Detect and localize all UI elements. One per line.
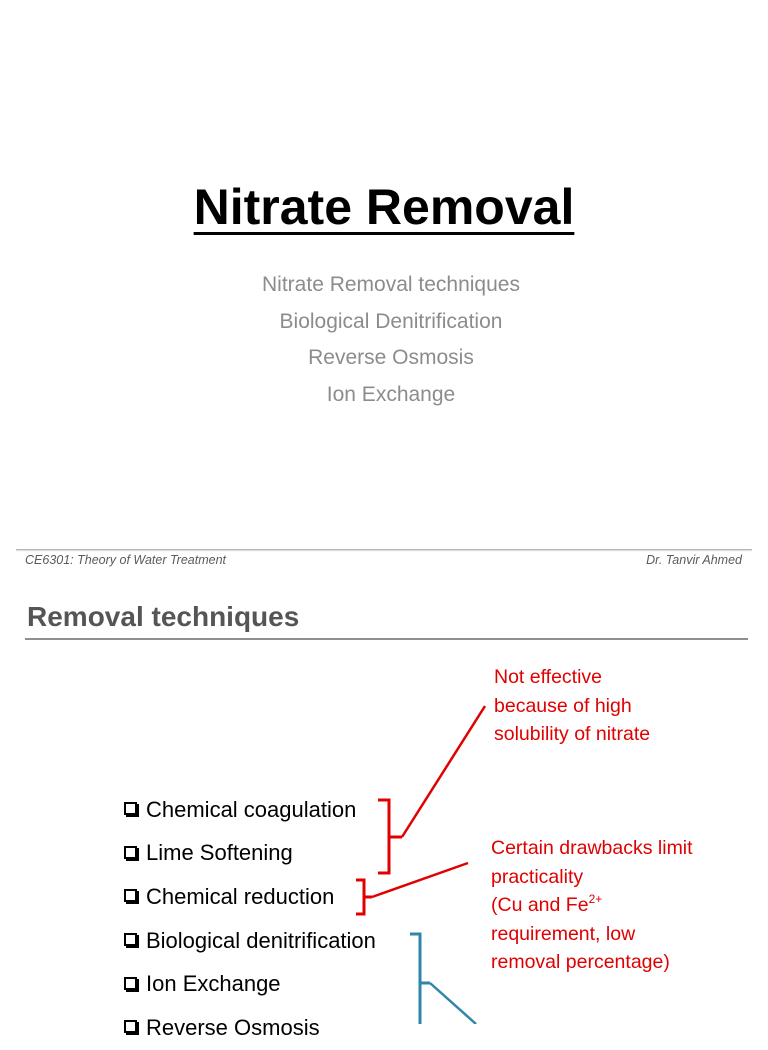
technique-list bbox=[124, 788, 376, 1050]
technique-label: Reverse Osmosis bbox=[146, 1014, 320, 1040]
technique-label: Chemical reduction bbox=[146, 883, 335, 909]
note-line: solubility of nitrate bbox=[494, 723, 651, 745]
technique-label: Lime Softening bbox=[146, 840, 293, 866]
note-line: practicality bbox=[491, 865, 584, 888]
list-item bbox=[124, 962, 376, 1006]
subtitle-item: Reverse Osmosis bbox=[308, 346, 474, 369]
subtitle-item: Nitrate Removal techniques bbox=[262, 273, 520, 296]
list-item bbox=[124, 919, 376, 963]
list-item bbox=[124, 1006, 376, 1050]
checkbox-icon bbox=[124, 846, 137, 859]
checkbox-icon bbox=[124, 933, 137, 946]
list-item bbox=[124, 832, 376, 876]
heading-underline bbox=[25, 638, 748, 640]
note-line: Certain drawbacks limit bbox=[491, 837, 693, 859]
pointer-line-red-bottom bbox=[372, 863, 468, 897]
pointer-line-teal bbox=[430, 983, 476, 1024]
technique-label: Ion Exchange bbox=[146, 971, 281, 997]
note-text: (Cu and Fe bbox=[491, 894, 589, 916]
note-line: removal percentage) bbox=[491, 951, 670, 973]
note-line: Not effective bbox=[494, 666, 603, 688]
section-heading: Removal techniques bbox=[27, 601, 300, 632]
footer-author: Dr. Tanvir Ahmed bbox=[646, 553, 742, 567]
note-line bbox=[491, 891, 693, 920]
technique-label: Biological denitrification bbox=[146, 927, 376, 953]
subtitle-item: Ion Exchange bbox=[326, 382, 456, 406]
note-drawbacks bbox=[491, 834, 693, 977]
superscript: 2+ bbox=[588, 892, 603, 906]
slide-divider bbox=[16, 549, 752, 550]
list-item bbox=[124, 875, 376, 919]
pointer-line-red-top bbox=[402, 706, 485, 837]
checkbox-icon bbox=[124, 889, 137, 902]
note-line: requirement, low bbox=[491, 922, 636, 945]
list-item bbox=[124, 788, 376, 832]
checkbox-icon bbox=[124, 1020, 137, 1033]
bracket-teal bbox=[410, 934, 430, 1024]
subtitle-list bbox=[0, 267, 768, 413]
checkbox-icon bbox=[124, 977, 137, 990]
bracket-red-top bbox=[378, 800, 402, 873]
subtitle-item: Biological Denitrification bbox=[279, 309, 503, 333]
footer-course: CE6301: Theory of Water Treatment bbox=[25, 553, 227, 567]
note-line: because of high bbox=[494, 694, 632, 717]
note-not-effective bbox=[494, 663, 650, 749]
checkbox-icon bbox=[124, 802, 137, 815]
technique-label: Chemical coagulation bbox=[146, 796, 357, 822]
slide-title: Nitrate Removal bbox=[193, 179, 575, 235]
